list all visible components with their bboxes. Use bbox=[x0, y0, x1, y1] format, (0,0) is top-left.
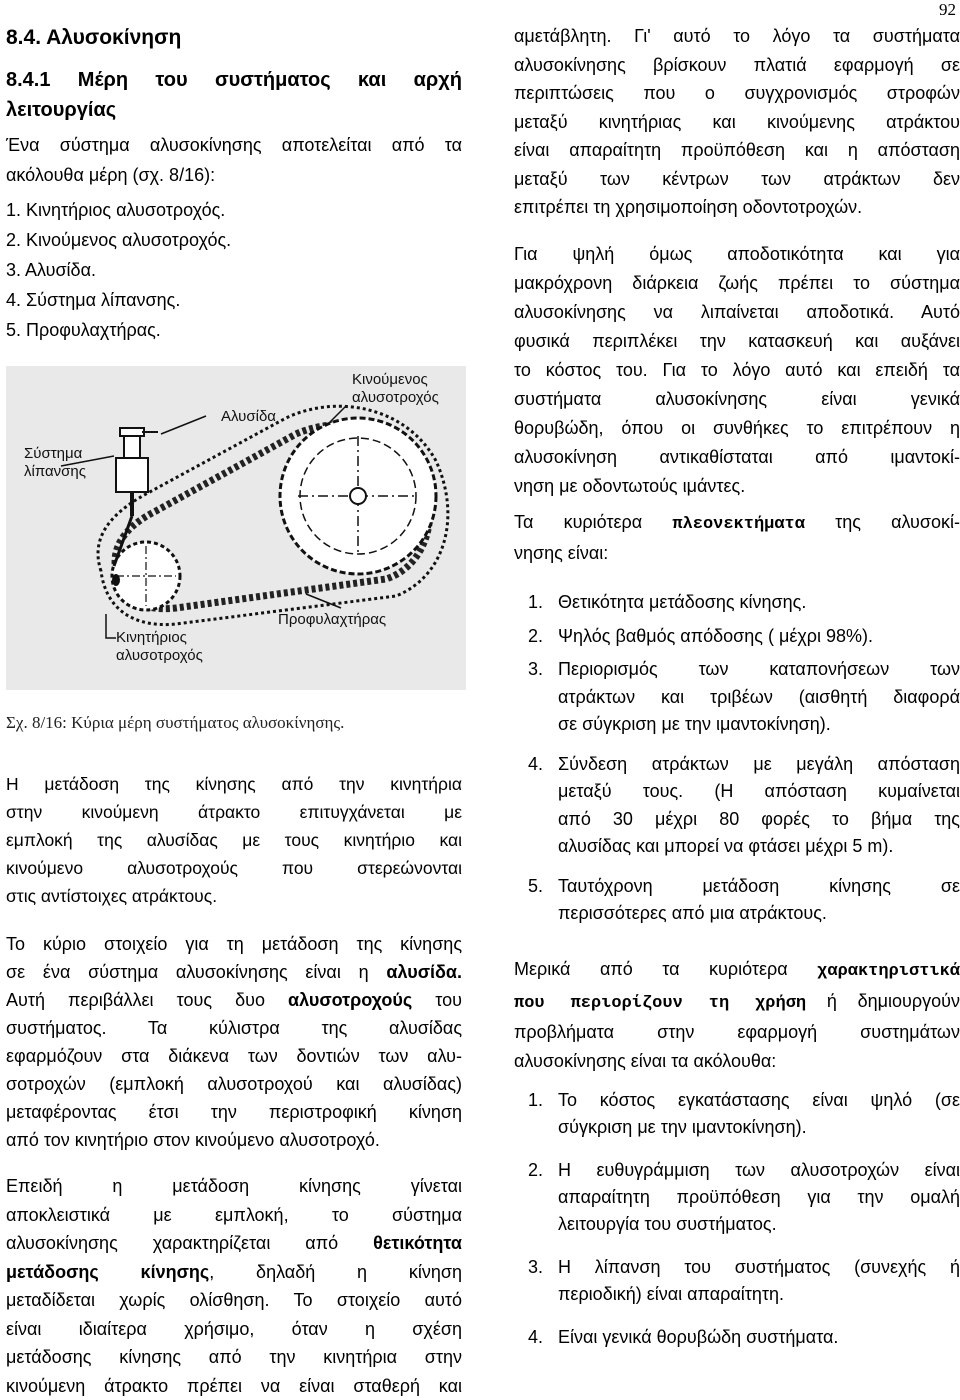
text-line: είναι ιδιαίτερα χρήσιμο, όταν η σχέση bbox=[6, 1315, 462, 1344]
bold-term: θετικότητα bbox=[373, 1233, 462, 1253]
driven-sprocket bbox=[280, 418, 436, 574]
list-item bbox=[528, 656, 960, 739]
text-line: επιτρέπει τη χρησιμοποίηση οδοντοτροχών. bbox=[514, 193, 960, 222]
text-line: αποκλειστικά με εμπλοκή, το σύστημα bbox=[6, 1201, 462, 1230]
text-line bbox=[514, 987, 960, 1019]
list-number: 1. bbox=[528, 1087, 543, 1114]
list-number: 3. bbox=[528, 1254, 543, 1281]
label-chain: Αλυσίδα bbox=[221, 408, 276, 425]
text-line: εμπλοκή της αλυσίδας με τους κινητήριο και bbox=[6, 826, 462, 854]
text-line: θορυβώδη, όπου οι συνθήκες το επιτρέπουν η bbox=[514, 414, 960, 443]
label-driven-2: αλυσοτροχός bbox=[352, 389, 439, 406]
text-line: το κόστος του. Για το λόγο αυτό και επειδή τα bbox=[514, 356, 960, 385]
parts-item: 4. Σύστημα λίπανσης. bbox=[6, 285, 231, 315]
bold-term: αλυσοτροχούς bbox=[288, 990, 412, 1010]
list-item-line: Είναι γενικά θορυβώδη συστήματα. bbox=[558, 1324, 960, 1351]
text-span: Μερικά από τα κυριότερα bbox=[514, 959, 817, 979]
text-span: , δηλαδή η κίνηση bbox=[209, 1262, 462, 1282]
figure-caption: Σχ. 8/16: Κύρια μέρη συστήματος αλυσοκίνησης. bbox=[6, 713, 344, 733]
leader-chain bbox=[161, 416, 206, 434]
list-number: 2. bbox=[528, 623, 543, 651]
text-line: Η μετάδοση της κίνησης από την κινητήρια bbox=[6, 770, 462, 798]
text-line: σοτροχών (εμπλοκή αλυσοτροχού και αλυσίδας) bbox=[6, 1070, 462, 1098]
list-item-line: από 30 μέχρι 80 φορές το βήμα της bbox=[558, 806, 960, 834]
text-line: αλυσοκίνηση αντικαθίσταται από ιμαντοκί- bbox=[514, 443, 960, 472]
text-line: αλυσοκίνησης να λιπαίνεται αποδοτικά. Αυτό bbox=[514, 298, 960, 327]
text-line: στις αντίστοιχες ατράκτους. bbox=[6, 882, 462, 910]
label-guard: Προφυλαχτήρας bbox=[278, 611, 386, 628]
intro-line: ακόλουθα μέρη (σχ. 8/16): bbox=[6, 160, 462, 190]
text-line: αλυσοκίνησης βρίσκουν πλατιά εφαρμογή σε bbox=[514, 51, 960, 80]
advantages-intro bbox=[514, 508, 960, 568]
parts-item: 1. Κινητήριος αλυσοτροχός. bbox=[6, 195, 231, 225]
list-item bbox=[528, 1324, 960, 1351]
list-item-line: μεταξύ τους. (Η απόσταση κυμαίνεται bbox=[558, 778, 960, 806]
chain-drive-diagram bbox=[6, 366, 466, 690]
section-title: 8.4. Αλυσοκίνηση bbox=[6, 26, 181, 50]
label-driver-1: Κινητήριος bbox=[116, 629, 187, 646]
list-item-line: περισσότερες από μια ατράκτους. bbox=[558, 900, 960, 928]
list-item-line: περιοδική) είναι απαραίτητη. bbox=[558, 1281, 960, 1308]
intro-text bbox=[6, 130, 462, 190]
list-number: 3. bbox=[528, 656, 543, 684]
text-span: σε ένα σύστημα αλυσοκίνησης είναι η bbox=[6, 962, 386, 982]
text-line: περιπτώσεις που ο συγχρονισμός στροφών bbox=[514, 79, 960, 108]
label-driver-2: αλυσοτροχός bbox=[116, 647, 203, 664]
text-line: είναι απαραίτητη προϋπόθεση και η απόσταση bbox=[514, 136, 960, 165]
paragraph-chain bbox=[6, 930, 462, 1154]
list-item-line: αλυσίδας και μπορεί να φτάσει μέχρι 5 m). bbox=[558, 833, 960, 861]
text-line: προβλήματα στην εφαρμογή συστημάτων bbox=[514, 1018, 960, 1047]
list-number: 4. bbox=[528, 751, 543, 779]
text-line: κινούμενη άτρακτο πρέπει να είναι σταθερή και bbox=[6, 1372, 462, 1400]
paragraph-applications bbox=[514, 22, 960, 222]
text-line bbox=[6, 1229, 462, 1258]
text-line: κινούμενο αλυσοτροχούς που στερεώνονται bbox=[6, 854, 462, 882]
parts-list bbox=[6, 195, 231, 345]
leader-driver bbox=[106, 614, 116, 638]
text-span: Τα κυριότερα bbox=[514, 512, 672, 532]
text-span: του bbox=[412, 990, 462, 1010]
text-span: της αλυσοκί- bbox=[805, 512, 960, 532]
bold-term: μετάδοσης κίνησης bbox=[6, 1262, 209, 1282]
text-line: από τον κινητήριο στον κινούμενο αλυσοτροχό. bbox=[6, 1126, 462, 1154]
text-line: φυσικά περιπλέκει την κατασκευή και αυξάνει bbox=[514, 327, 960, 356]
page-number: 92 bbox=[939, 0, 956, 20]
list-number: 2. bbox=[528, 1157, 543, 1184]
text-line: μεταδίδεται χωρίς ολίσθηση. Το στοιχείο αυτό bbox=[6, 1286, 462, 1315]
text-span: ή δημιουργούν bbox=[806, 991, 960, 1011]
paragraph-transmission bbox=[6, 770, 462, 910]
paragraph-positive-drive bbox=[6, 1172, 462, 1400]
list-item bbox=[528, 1254, 960, 1308]
list-item-line: Η λίπανση του συστήματος (συνεχής ή bbox=[558, 1254, 960, 1281]
parts-item: 5. Προφυλαχτήρας. bbox=[6, 315, 231, 345]
bold-term: χαρακτηριστικά bbox=[817, 962, 960, 981]
list-item-line: ατράκτων και τριβέων (αισθητή διαφορά bbox=[558, 684, 960, 712]
subsection-title-line2: λειτουργίας bbox=[6, 99, 116, 121]
list-item bbox=[528, 1087, 960, 1141]
label-lube-1: Σύστημα bbox=[24, 445, 83, 462]
list-item-line: απαραίτητη προϋπόθεση για την ομαλή bbox=[558, 1184, 960, 1211]
text-line bbox=[6, 986, 462, 1014]
text-line: Για ψηλή όμως αποδοτικότητα και για bbox=[514, 240, 960, 269]
text-line bbox=[514, 955, 960, 987]
driver-sprocket bbox=[112, 542, 180, 610]
list-item-line: λειτουργία του συστήματος. bbox=[558, 1211, 960, 1238]
text-line bbox=[6, 958, 462, 986]
list-item bbox=[528, 873, 960, 928]
text-line: μεταξύ κινητήριας και κινούμενης ατράκτου bbox=[514, 108, 960, 137]
list-number: 4. bbox=[528, 1324, 543, 1351]
subsection-title bbox=[6, 65, 462, 125]
text-line bbox=[514, 508, 960, 539]
list-item-line: Σύνδεση ατράκτων με μεγάλη απόσταση bbox=[558, 751, 960, 779]
subsection-title-line1: 8.4.1 Μέρη του συστήματος και αρχή bbox=[6, 65, 462, 95]
bold-term: που περιορίζουν τη χρήση bbox=[514, 994, 806, 1013]
list-item-line: Θετικότητα μετάδοσης κίνησης. bbox=[558, 589, 960, 617]
text-line: μεταξύ των κέντρων των ατράκτων δεν bbox=[514, 165, 960, 194]
text-line: αμετάβλητη. Γι' αυτό το λόγο τα συστήματα bbox=[514, 22, 960, 51]
list-item bbox=[528, 1157, 960, 1238]
list-item-line: Ψηλός βαθμός απόδοσης ( μέχρι 98%). bbox=[558, 623, 960, 651]
bold-term: αλυσίδα. bbox=[386, 962, 462, 982]
parts-item: 2. Κινούμενος αλυσοτροχός. bbox=[6, 225, 231, 255]
list-item-line: σύγκριση με την ιμαντοκίνηση). bbox=[558, 1114, 960, 1141]
paragraph-lubrication bbox=[514, 240, 960, 501]
label-driven-1: Κινούμενος bbox=[352, 371, 428, 388]
text-line bbox=[6, 1258, 462, 1287]
list-item bbox=[528, 623, 960, 651]
text-line: μετάδοσης κίνησης από την κινητήρια στην bbox=[6, 1343, 462, 1372]
text-line: νησης είναι: bbox=[514, 539, 960, 568]
list-item bbox=[528, 751, 960, 861]
label-lube-2: λίπανσης bbox=[24, 463, 86, 480]
disadvantages-list bbox=[528, 1087, 960, 1351]
list-item-line: Η ευθυγράμμιση των αλυσοτροχών είναι bbox=[558, 1157, 960, 1184]
chain-drive-figure bbox=[6, 366, 466, 690]
text-line: στην κινούμενη άτρακτο επιτυγχάνεται με bbox=[6, 798, 462, 826]
text-line: νηση με οδοντωτούς ιμάντες. bbox=[514, 472, 960, 501]
list-item-line: Περιορισμός των καταπονήσεων των bbox=[558, 656, 960, 684]
text-line: συστήματος. Τα κύλιστρα της αλυσίδας bbox=[6, 1014, 462, 1042]
list-number: 1. bbox=[528, 589, 543, 617]
list-item-line: σε σύγκριση με την ιμαντοκίνηση). bbox=[558, 711, 960, 739]
text-span: Αυτή περιβάλλει τους δυο bbox=[6, 990, 288, 1010]
list-item bbox=[528, 589, 960, 617]
text-line: αλυσοκίνησης είναι τα ακόλουθα: bbox=[514, 1047, 960, 1076]
text-line: μεταφέροντας έτσι την περιστροφική κίνηση bbox=[6, 1098, 462, 1126]
text-line: εφαρμόζουν στα διάκενα των δοντιών των αλυ- bbox=[6, 1042, 462, 1070]
text-line: συστήματα αλυσοκίνησης είναι γενικά bbox=[514, 385, 960, 414]
list-number: 5. bbox=[528, 873, 543, 901]
list-item-line: Ταυτόχρονη μετάδοση κίνησης σε bbox=[558, 873, 960, 901]
text-line: Επειδή η μετάδοση κίνησης γίνεται bbox=[6, 1172, 462, 1201]
text-span: αλυσοκίνησης χαρακτηρίζεται από bbox=[6, 1233, 373, 1253]
list-item-line: Το κόστος εγκατάστασης είναι ψηλό (σε bbox=[558, 1087, 960, 1114]
text-line: μακρόχρονη διάρκεια ζωής πρέπει το σύστημα bbox=[514, 269, 960, 298]
disadvantages-intro bbox=[514, 955, 960, 1075]
text-line: Το κύριο στοιχείο για τη μετάδοση της κίνησης bbox=[6, 930, 462, 958]
parts-item: 3. Αλυσίδα. bbox=[6, 255, 231, 285]
advantages-list bbox=[528, 589, 960, 928]
bold-term: πλεονεκτήματα bbox=[672, 515, 805, 534]
intro-line: Ένα σύστημα αλυσοκίνησης αποτελείται από τα bbox=[6, 130, 462, 160]
